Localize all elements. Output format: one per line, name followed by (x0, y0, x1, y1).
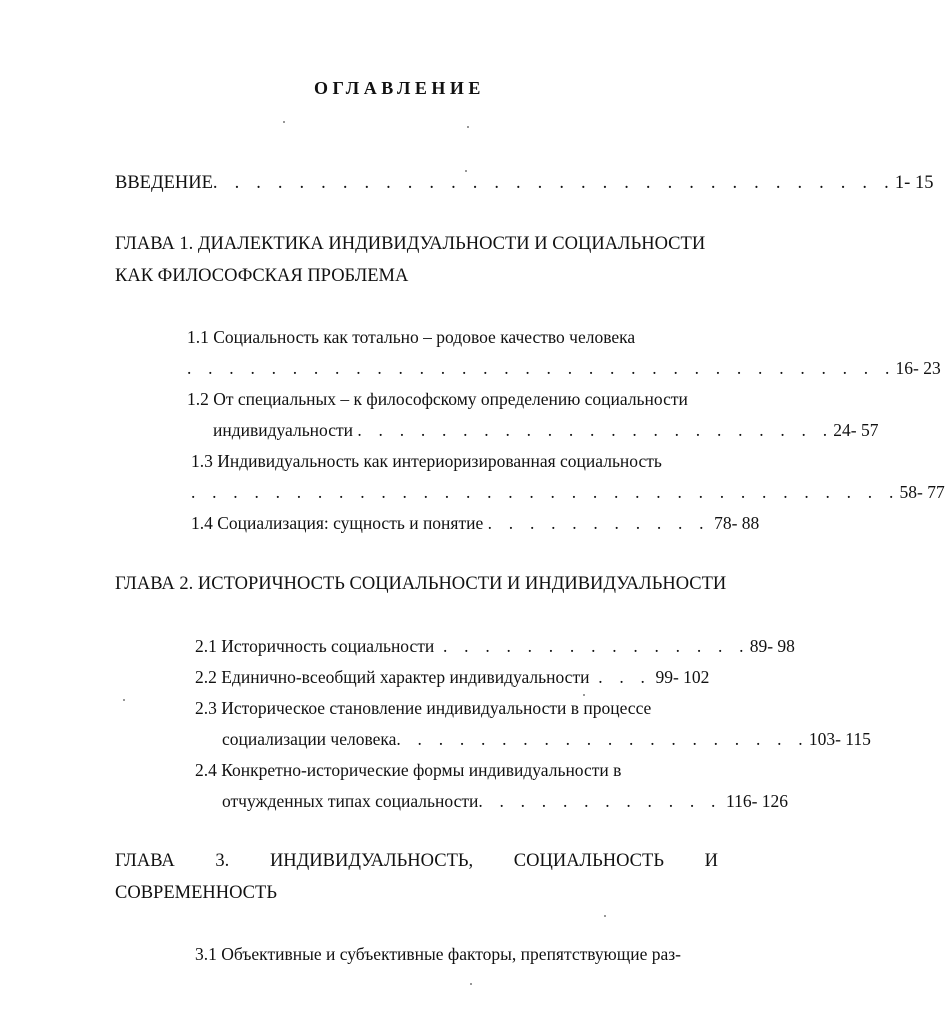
chapter-2-heading: ГЛАВА 2. ИСТОРИЧНОСТЬ СОЦИАЛЬНОСТИ И ИНДИВИДУАЛЬНОСТИ (115, 574, 727, 594)
section-1-3-leader (191, 481, 945, 503)
section-2-2-dots: . . . (598, 667, 652, 687)
section-2-4-pages: 116- 126 (725, 791, 789, 811)
chapter-3-word-number: 3. (215, 851, 230, 871)
section-1-1-title: 1.1 Социальность как тотально – родовое качество человека (187, 327, 636, 347)
chapter-1-heading-line1: ГЛАВА 1. ДИАЛЕКТИКА ИНДИВИДУАЛЬНОСТИ И СОЦИАЛЬНОСТИ (115, 234, 706, 254)
section-1-2-dots: . . . . . . . . . . . . . . . . . . . . . . . (357, 420, 834, 440)
section-2-3-pages: 103- 115 (808, 729, 871, 749)
section-2-4-title: 2.4 Конкретно-исторические формы индивидуальности в (195, 760, 622, 780)
section-1-1-pages: 16- 23 (895, 358, 941, 378)
scan-speck (467, 126, 469, 128)
section-2-2-entry (195, 666, 709, 688)
scan-speck (123, 699, 125, 701)
section-1-3-pages: 58- 77 (899, 482, 945, 502)
section-2-3-title: 2.3 Историческое становление индивидуальности в процессе (195, 698, 652, 718)
section-1-1-leader (187, 357, 941, 379)
section-1-2-cont: индивидуальности (213, 420, 354, 440)
section-2-4-leader (222, 790, 788, 812)
section-1-3-title: 1.3 Индивидуальность как интериоризированная социальность (191, 451, 662, 471)
section-2-1-title: 2.1 Историчность социальности (195, 636, 435, 656)
section-1-4-entry (191, 512, 759, 534)
section-1-2-pages: 24- 57 (833, 420, 879, 440)
section-1-1-dots: . . . . . . . . . . . . . . . . . . . . . . . . . . . . . . . . . . (187, 358, 896, 378)
intro-label: ВВЕДЕНИЕ (115, 173, 213, 193)
section-1-4-pages: 78- 88 (714, 513, 760, 533)
chapter-3-word-individuality: ИНДИВИДУАЛЬНОСТЬ, (269, 851, 474, 871)
intro-pages: 1- 15 (894, 173, 934, 193)
section-2-4-dots: . . . . . . . . . . . . (478, 791, 722, 811)
section-2-4-cont: отчужденных типах социальности (222, 791, 479, 811)
section-1-4-dots: . . . . . . . . . . . (487, 513, 710, 533)
toc-entry-intro (115, 172, 933, 194)
section-1-3-dots: . . . . . . . . . . . . . . . . . . . . . . . . . . . . . . . . . . (191, 482, 900, 502)
section-2-2-title: 2.2 Единично-всеобщий характер индивидуальности (195, 667, 590, 687)
toc-title: ОГЛАВЛЕНИЕ (314, 78, 485, 98)
chapter-3-word-sociality: СОЦИАЛЬНОСТЬ (513, 851, 664, 871)
chapter-3-heading-line2: СОВРЕМЕННОСТЬ (115, 883, 277, 903)
chapter-3-heading-line1 (115, 850, 718, 872)
intro-leader-dots: . . . . . . . . . . . . . . . . . . . . . . . . . . . . . . . . (212, 173, 895, 193)
chapter-3-word-and: И (704, 851, 718, 871)
section-2-3-leader (222, 728, 871, 750)
section-2-3-dots: . . . . . . . . . . . . . . . . . . . . (396, 729, 809, 749)
section-1-2-leader (213, 419, 878, 441)
scan-speck (604, 915, 606, 917)
section-1-2-title: 1.2 От специальных – к философскому определению социальности (187, 389, 688, 409)
scan-speck (283, 121, 285, 123)
section-3-1-title: 3.1 Объективные и субъективные факторы, препятствующие раз- (195, 944, 681, 964)
scan-speck (470, 983, 472, 985)
section-2-3-cont: социализации человека (222, 729, 397, 749)
section-1-4-title: 1.4 Социализация: сущность и понятие (191, 513, 484, 533)
scan-speck (465, 170, 467, 172)
chapter-3-word-glava: ГЛАВА (115, 851, 175, 871)
section-2-1-dots: . . . . . . . . . . . . . . . (443, 636, 750, 656)
section-2-1-entry (195, 635, 795, 657)
chapter-1-heading-line2: КАК ФИЛОСОФСКАЯ ПРОБЛЕМА (115, 266, 409, 286)
section-2-1-pages: 89- 98 (749, 636, 795, 656)
section-2-2-pages: 99- 102 (655, 667, 710, 687)
scan-speck (583, 694, 585, 696)
